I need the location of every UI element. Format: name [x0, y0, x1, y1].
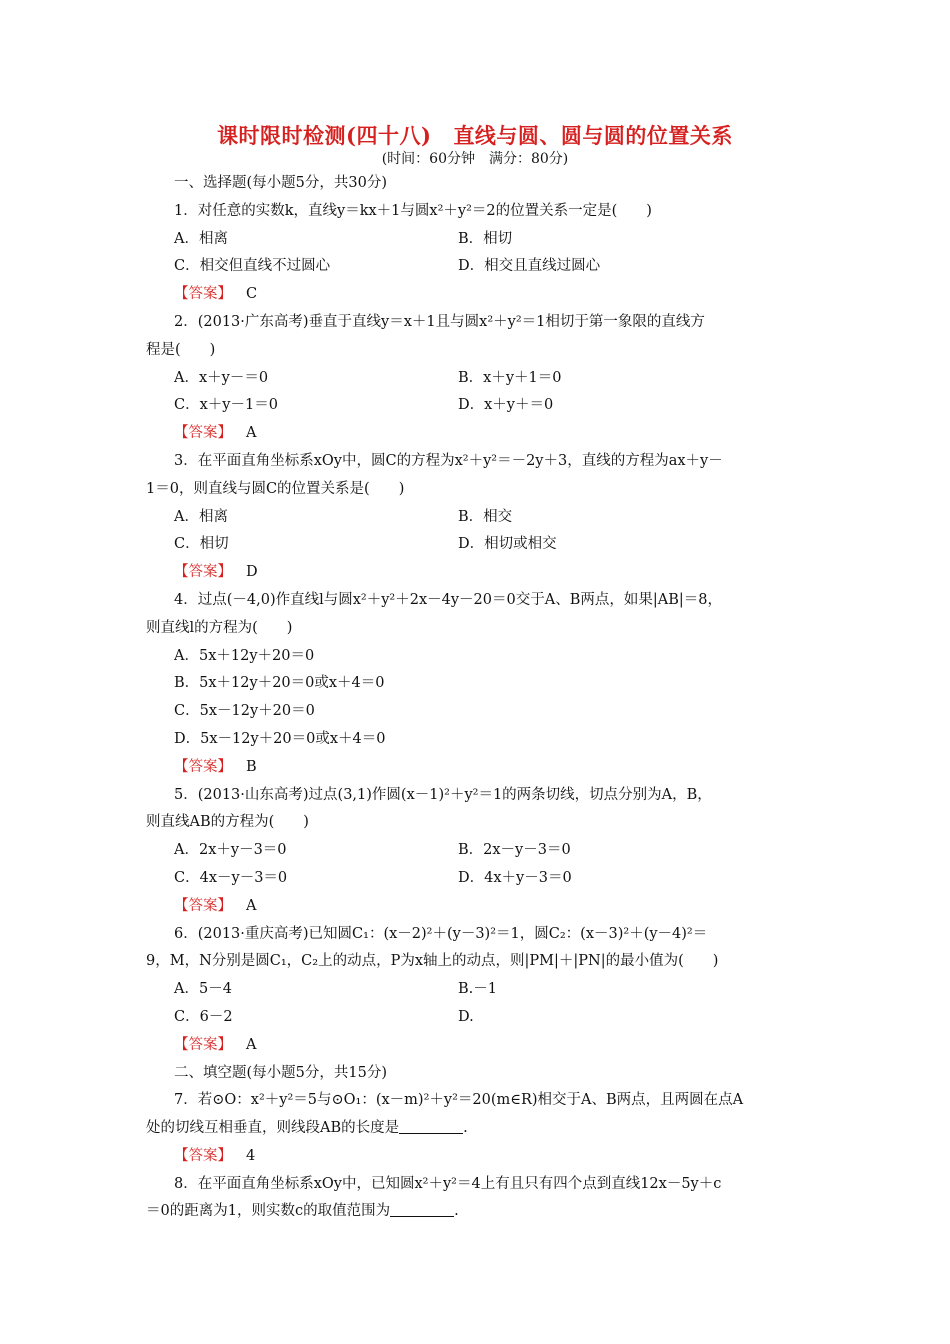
option-a: A．x＋y－＝0	[174, 369, 269, 386]
option-c: C．相交但直线不过圆心	[174, 258, 331, 275]
option-c: C．x＋y－1＝0	[174, 397, 278, 414]
question-1-answer	[146, 281, 810, 309]
option-a: A．2x＋y－3＝0	[174, 842, 287, 859]
option-d: D.	[458, 1008, 474, 1025]
question-5-answer	[146, 893, 810, 921]
question-4-stem: 4．过点(－4,0)作直线l与圆x²＋y²＋2x－4y－20＝0交于A、B两点，如果|AB|＝8，	[174, 591, 722, 608]
answer-label: 【答案】	[174, 897, 232, 914]
sentence-end: .	[454, 1203, 459, 1220]
option-b: B．2x－y－3＝0	[458, 842, 571, 859]
question-3-options-row1	[146, 504, 810, 532]
answer-value: 4	[246, 1147, 256, 1164]
section-heading: 一、选择题(每小题5分，共30分)	[174, 175, 387, 191]
question-6-options-row2	[146, 1004, 810, 1032]
answer-label: 【答案】	[174, 1036, 232, 1053]
answer-value: C	[246, 286, 258, 303]
question-2-answer	[146, 420, 810, 448]
question-7-answer	[146, 1143, 810, 1171]
option-b: B.－1	[458, 981, 497, 998]
question-7-stem-cont	[146, 1115, 810, 1143]
option-d: D．5x－12y＋20＝0或x＋4＝0	[174, 730, 386, 747]
answer-label: 【答案】	[174, 1147, 232, 1164]
question-2-stem: 2．(2013·广东高考)垂直于直线y＝x＋1且与圆x²＋y²＝1相切于第一象限的直线方	[174, 313, 705, 330]
option-c: C．5x－12y＋20＝0	[174, 703, 315, 720]
answer-blank	[390, 1200, 454, 1217]
question-3-options-row2	[146, 531, 810, 559]
question-3-answer	[146, 559, 810, 587]
option-a: A．相离	[174, 508, 228, 525]
question-2-options-row2	[146, 392, 810, 420]
answer-label: 【答案】	[174, 758, 232, 775]
answer-value: B	[246, 758, 257, 775]
option-a: A．5－4	[174, 981, 232, 998]
question-3-stem: 3．在平面直角坐标系xOy中，圆C的方程为x²＋y²＝－2y＋3，直线的方程为ax＋y－	[174, 452, 723, 469]
question-7-text: 处的切线互相垂直，则线段AB的长度是	[146, 1120, 400, 1137]
question-3-stem-cont: 1＝0，则直线与圆C的位置关系是( )	[146, 480, 405, 497]
question-1-options-row2	[146, 253, 810, 281]
option-c: C．6－2	[174, 1008, 233, 1025]
question-6-answer	[146, 1032, 810, 1060]
option-b: B．5x＋12y＋20＝0或x＋4＝0	[174, 675, 385, 692]
answer-label: 【答案】	[174, 564, 232, 581]
title-main: 课时限时检测(四十八)	[217, 123, 432, 148]
answer-value: A	[246, 897, 257, 914]
question-8-stem: 8．在平面直角坐标系xOy中，已知圆x²＋y²＝4上有且只有四个点到直线12x－5y＋c	[174, 1175, 722, 1192]
question-8-text: ＝0的距离为1，则实数c的取值范围为	[146, 1203, 391, 1220]
question-5-stem: 5．(2013·山东高考)过点(3,1)作圆(x－1)²＋y²＝1的两条切线，切点分别为A，B，	[174, 786, 712, 803]
question-2-stem-cont: 程是( )	[146, 341, 216, 358]
answer-value: A	[246, 1036, 257, 1053]
option-b: B．相交	[458, 508, 513, 525]
option-d: D．相切或相交	[458, 536, 557, 553]
option-c: C．4x－y－3＝0	[174, 869, 288, 886]
question-6-stem: 6．(2013·重庆高考)已知圆C₁：(x－2)²＋(y－3)²＝1，圆C₂：(x－3)²＋(y－4)²＝	[174, 925, 708, 942]
question-7-stem: 7．若⊙O：x²＋y²＝5与⊙O₁：(x－m)²＋y²＝20(m∈R)相交于A、B两点，且两圆在点A	[174, 1092, 744, 1109]
question-4-stem-cont: 则直线l的方程为( )	[146, 619, 293, 636]
option-b: B．相切	[458, 230, 513, 247]
question-1-stem: 1．对任意的实数k，直线y＝kx＋1与圆x²＋y²＝2的位置关系一定是( )	[174, 202, 652, 219]
option-b: B．x＋y＋1＝0	[458, 369, 562, 386]
sentence-end: .	[463, 1120, 468, 1137]
option-d: D．相交且直线过圆心	[458, 258, 601, 275]
question-5-options-row1	[146, 837, 810, 865]
section-heading: 二、填空题(每小题5分，共15分)	[174, 1064, 387, 1081]
answer-label: 【答案】	[174, 286, 232, 303]
answer-blank	[399, 1117, 463, 1134]
question-5-stem-cont: 则直线AB的方程为( )	[146, 814, 309, 831]
question-4-answer	[146, 754, 810, 782]
answer-value: A	[246, 425, 257, 442]
question-8-stem-cont	[146, 1198, 810, 1226]
question-6-stem-cont: 9，M，N分别是圆C₁，C₂上的动点，P为x轴上的动点，则|PM|＋|PN|的最小值为( )	[146, 953, 719, 970]
question-5-options-row2	[146, 865, 810, 893]
option-c: C．相切	[174, 536, 229, 553]
page-title	[0, 120, 950, 150]
question-list	[146, 170, 810, 1226]
title-sub: 直线与圆、圆与圆的位置关系	[453, 123, 733, 148]
question-2-options-row1	[146, 365, 810, 393]
question-6-options-row1	[146, 976, 810, 1004]
option-d: D．4x＋y－3＝0	[458, 869, 572, 886]
option-d: D．x＋y＋＝0	[458, 397, 554, 414]
answer-label: 【答案】	[174, 425, 232, 442]
answer-value: D	[246, 564, 258, 581]
option-a: A．5x＋12y＋20＝0	[174, 647, 315, 664]
question-1-options-row1	[146, 226, 810, 254]
option-a: A．相离	[174, 230, 228, 247]
time-score-info: (时间：60分钟 满分：80分)	[381, 151, 569, 167]
